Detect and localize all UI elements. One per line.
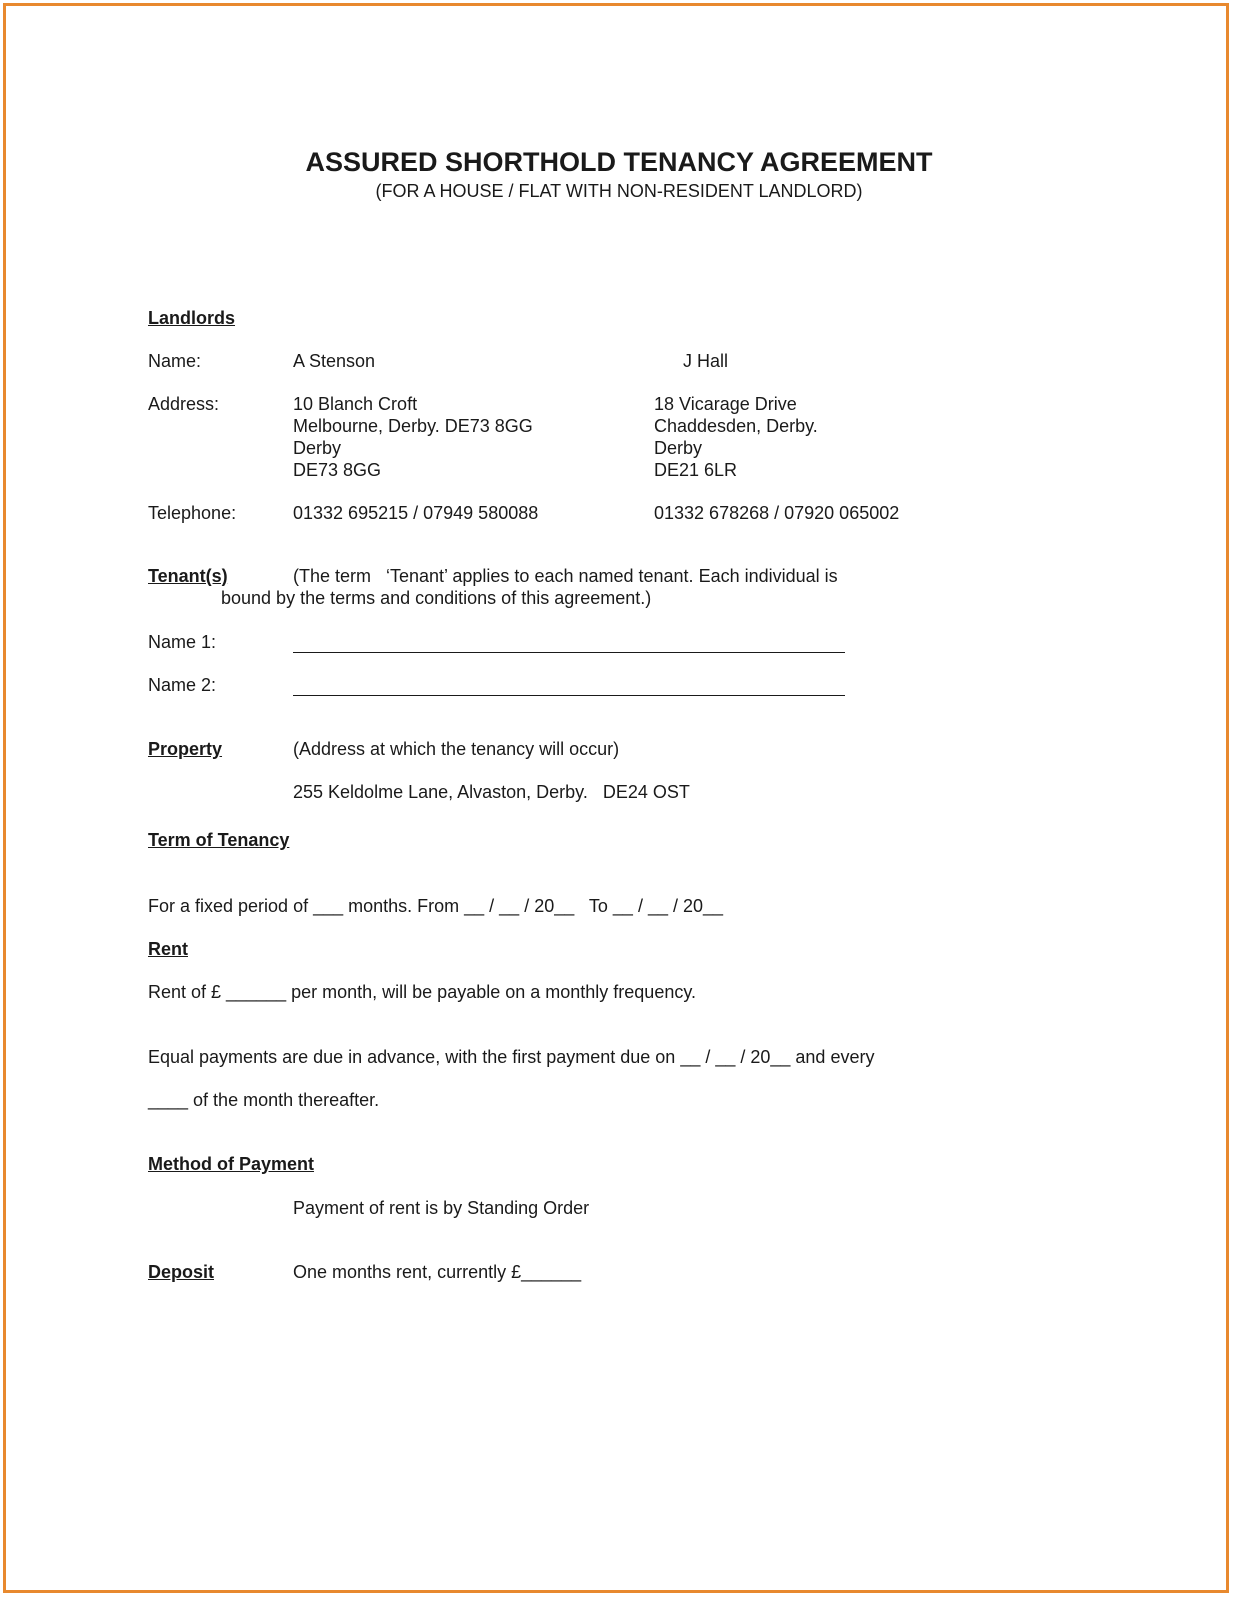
term-text: For a fixed period of ___ months. From __ / __ / 20__ To __ / __ / 20__ <box>148 896 724 916</box>
landlord1-name: A Stenson <box>293 351 376 371</box>
name-label: Name: <box>148 351 202 371</box>
property-note: (Address at which the tenancy will occur) <box>293 739 620 759</box>
payment-heading: Method of Payment <box>148 1154 315 1174</box>
landlord1-address-line1: 10 Blanch Croft <box>293 394 418 414</box>
document-title: ASSURED SHORTHOLD TENANCY AGREEMENT <box>305 147 933 177</box>
landlord2-telephone: 01332 678268 / 07920 065002 <box>654 503 900 523</box>
landlord1-address-line3: Derby <box>293 438 342 458</box>
tenants-note-line2: bound by the terms and conditions of this agreement.) <box>221 588 652 608</box>
tenant-name2-field[interactable] <box>293 695 845 696</box>
rent-line3: ____ of the month thereafter. <box>148 1090 380 1110</box>
landlord2-address-line4: DE21 6LR <box>654 460 738 480</box>
tenant-name1-label: Name 1: <box>148 632 217 652</box>
rent-line1: Rent of £ ______ per month, will be payable on a monthly frequency. <box>148 982 697 1002</box>
payment-text: Payment of rent is by Standing Order <box>293 1198 590 1218</box>
landlord1-address-line2: Melbourne, Derby. DE73 8GG <box>293 416 533 436</box>
landlords-heading: Landlords <box>148 308 236 328</box>
landlord1-address-line4: DE73 8GG <box>293 460 382 480</box>
landlord2-address-line2: Chaddesden, Derby. <box>654 416 818 436</box>
deposit-heading: Deposit <box>148 1262 215 1282</box>
tenants-heading: Tenant(s) <box>148 566 228 586</box>
document-subtitle: (FOR A HOUSE / FLAT WITH NON-RESIDENT LANDLORD) <box>375 181 863 201</box>
property-address: 255 Keldolme Lane, Alvaston, Derby. DE24 OST <box>293 782 690 802</box>
landlord2-address-line3: Derby <box>654 438 703 458</box>
property-heading: Property <box>148 739 223 759</box>
landlord1-telephone: 01332 695215 / 07949 580088 <box>293 503 539 523</box>
tenant-name1-field[interactable] <box>293 652 845 653</box>
telephone-label: Telephone: <box>148 503 237 523</box>
landlord2-address-line1: 18 Vicarage Drive <box>654 394 797 414</box>
deposit-text: One months rent, currently £______ <box>293 1262 582 1282</box>
tenant-name2-label: Name 2: <box>148 675 217 695</box>
rent-heading: Rent <box>148 939 188 959</box>
address-label: Address: <box>148 394 220 414</box>
rent-line2: Equal payments are due in advance, with the first payment due on __ / __ / 20__ and every <box>148 1047 875 1067</box>
term-heading: Term of Tenancy <box>148 830 290 850</box>
landlord2-name: J Hall <box>683 351 729 371</box>
tenants-note-line1: (The term ‘Tenant’ applies to each named tenant. Each individual is <box>293 566 838 586</box>
